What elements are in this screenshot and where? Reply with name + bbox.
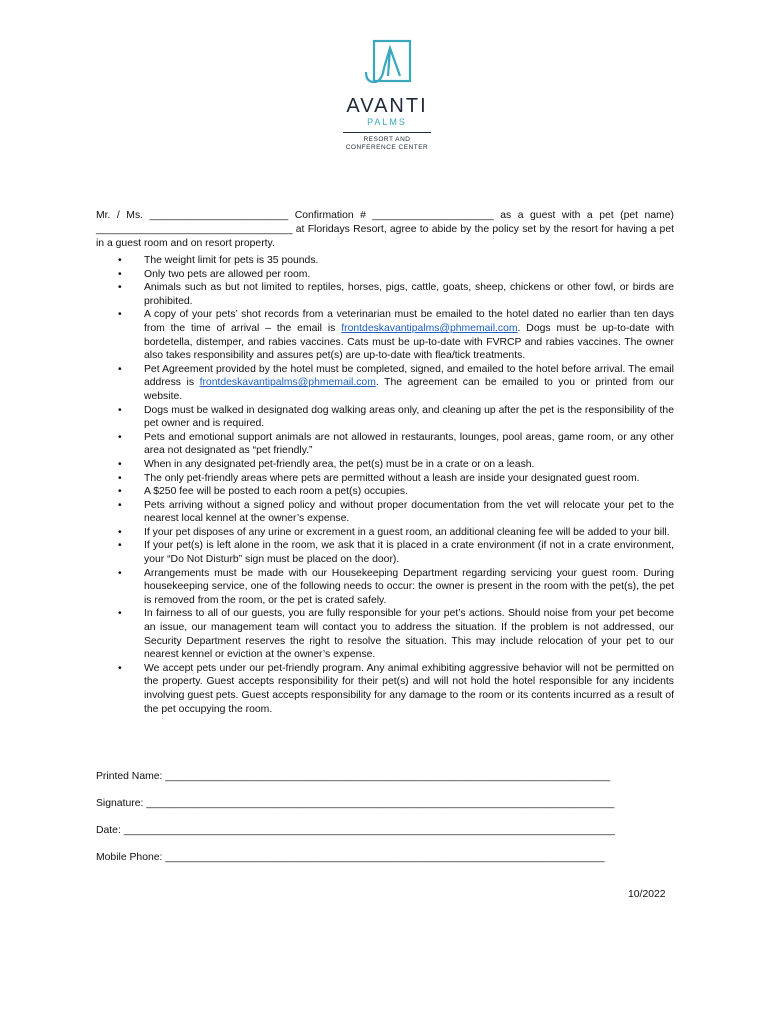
policy-item: • We accept pets under our pet-friendly program. Any animal exhibiting aggressive behavior will not be permitted on the property. Guest accepts responsibility for their pet(s) and will not hold the hotel responsible for any incidents involving guest pets. Guest accepts responsibility for any damage to the room or its contents incurred as a result of the pet occupying the room. xyxy=(96,662,674,716)
policy-item xyxy=(96,363,674,404)
policy-item: • Pets arriving without a signed policy and without proper documentation from the vet will relocate your pet to the nearest local kennel at the owner’s expense. xyxy=(96,499,674,526)
date-field[interactable]: Date: _____________________________________________________________________________________ xyxy=(96,825,615,836)
policy-text: . The agreement can be emailed to you or printed from our website. xyxy=(144,377,674,402)
policy-text: . Dogs must be up-to-date with bordetella, distemper, and rabies vaccines. Cats must be up-to-date with FVRCP and rabies vaccines. The owner also takes responsibility and assures pet(s) are up-to-date with flea/tick treatments. xyxy=(144,322,674,362)
policy-item: • Arrangements must be made with our Housekeeping Department regarding servicing your guest room. During housekeeping service, one of the following needs to occur: the owner is present in the room with the pet(s), the pet is removed from the room, or the pet is crated safely. xyxy=(96,567,674,608)
policy-item: • The only pet-friendly areas where pets are permitted without a leash are inside your designated guest room. xyxy=(96,472,674,486)
policy-text: Pet Agreement provided by the hotel must be completed, signed, and emailed to the hotel before arrival. The email address is xyxy=(144,363,674,389)
policy-item: • Dogs must be walked in designated dog walking areas only, and cleaning up after the pet is the responsibility of the pet owner and is required. xyxy=(96,404,674,431)
agreement-intro: Mr. / Ms. ________________________ Confirmation # _____________________ as a guest with a pet (pet name) __________________________________ at Floridays Resort, agree to abide by the policy set by the resort for having a pet in a guest room and on resort property. xyxy=(96,210,674,249)
avanti-palms-logo xyxy=(337,38,437,152)
brand-tagline-2: CONFERENCE CENTER xyxy=(345,144,429,151)
policy-item: • The weight limit for pets is 35 pounds. xyxy=(96,254,674,268)
policy-item: • A $250 fee will be posted to each room a pet(s) occupies. xyxy=(96,485,674,499)
policy-item: • In fairness to all of our guests, you are fully responsible for your pet’s actions. Should noise from your pet become an issue, our management team will contact you to address the situation. If the problem is not addressed, our Security Department reserves the right to resolve the situation. This may include relocation of your pet to our nearest kennel or eviction at the owner’s expense. xyxy=(96,607,674,661)
brand-tagline-1: RESORT AND xyxy=(363,136,411,143)
email-link[interactable]: frontdeskavantipalms@phmemail.com xyxy=(341,322,518,334)
policy-item: • If your pet disposes of any urine or excrement in a guest room, an additional cleaning fee will be added to your bill. xyxy=(96,526,674,540)
logo-mark-icon xyxy=(360,38,414,88)
brand-subtitle: PALMS xyxy=(367,117,407,127)
logo-divider xyxy=(343,132,431,133)
brand-name: AVANTI xyxy=(346,95,428,117)
policy-item: • Pets and emotional support animals are not allowed in restaurants, lounges, pool areas, game room, or any other area not designated as “pet friendly.” xyxy=(96,431,674,458)
signature-field[interactable]: Signature: _________________________________________________________________________________ xyxy=(96,798,615,809)
policy-item: • If your pet(s) is left alone in the room, we ask that it is placed in a crate environment (if not in a crate environment, your “Do Not Disturb” sign must be placed on the door). xyxy=(96,539,674,566)
email-link[interactable]: frontdeskavantipalms@phmemail.com xyxy=(199,377,376,389)
revision-date: 10/2022 xyxy=(628,889,666,900)
policy-item: • When in any designated pet-friendly area, the pet(s) must be in a crate or on a leash. xyxy=(96,458,674,472)
policy-item xyxy=(96,308,674,362)
pet-policy-list xyxy=(96,254,674,716)
policy-text: A copy of your pets’ shot records from a veterinarian must be emailed to the hotel dated no earlier than ten days from the time of arrival – the email is xyxy=(144,309,674,334)
policy-item: • Animals such as but not limited to reptiles, horses, pigs, cattle, goats, sheep, chickens or other fowl, or birds are prohibited. xyxy=(96,281,674,308)
mobile-phone-field[interactable]: Mobile Phone: ____________________________________________________________________________ xyxy=(96,852,605,863)
policy-item: • Only two pets are allowed per room. xyxy=(96,268,674,282)
printed-name-field[interactable]: Printed Name: _____________________________________________________________________________ xyxy=(96,771,611,782)
